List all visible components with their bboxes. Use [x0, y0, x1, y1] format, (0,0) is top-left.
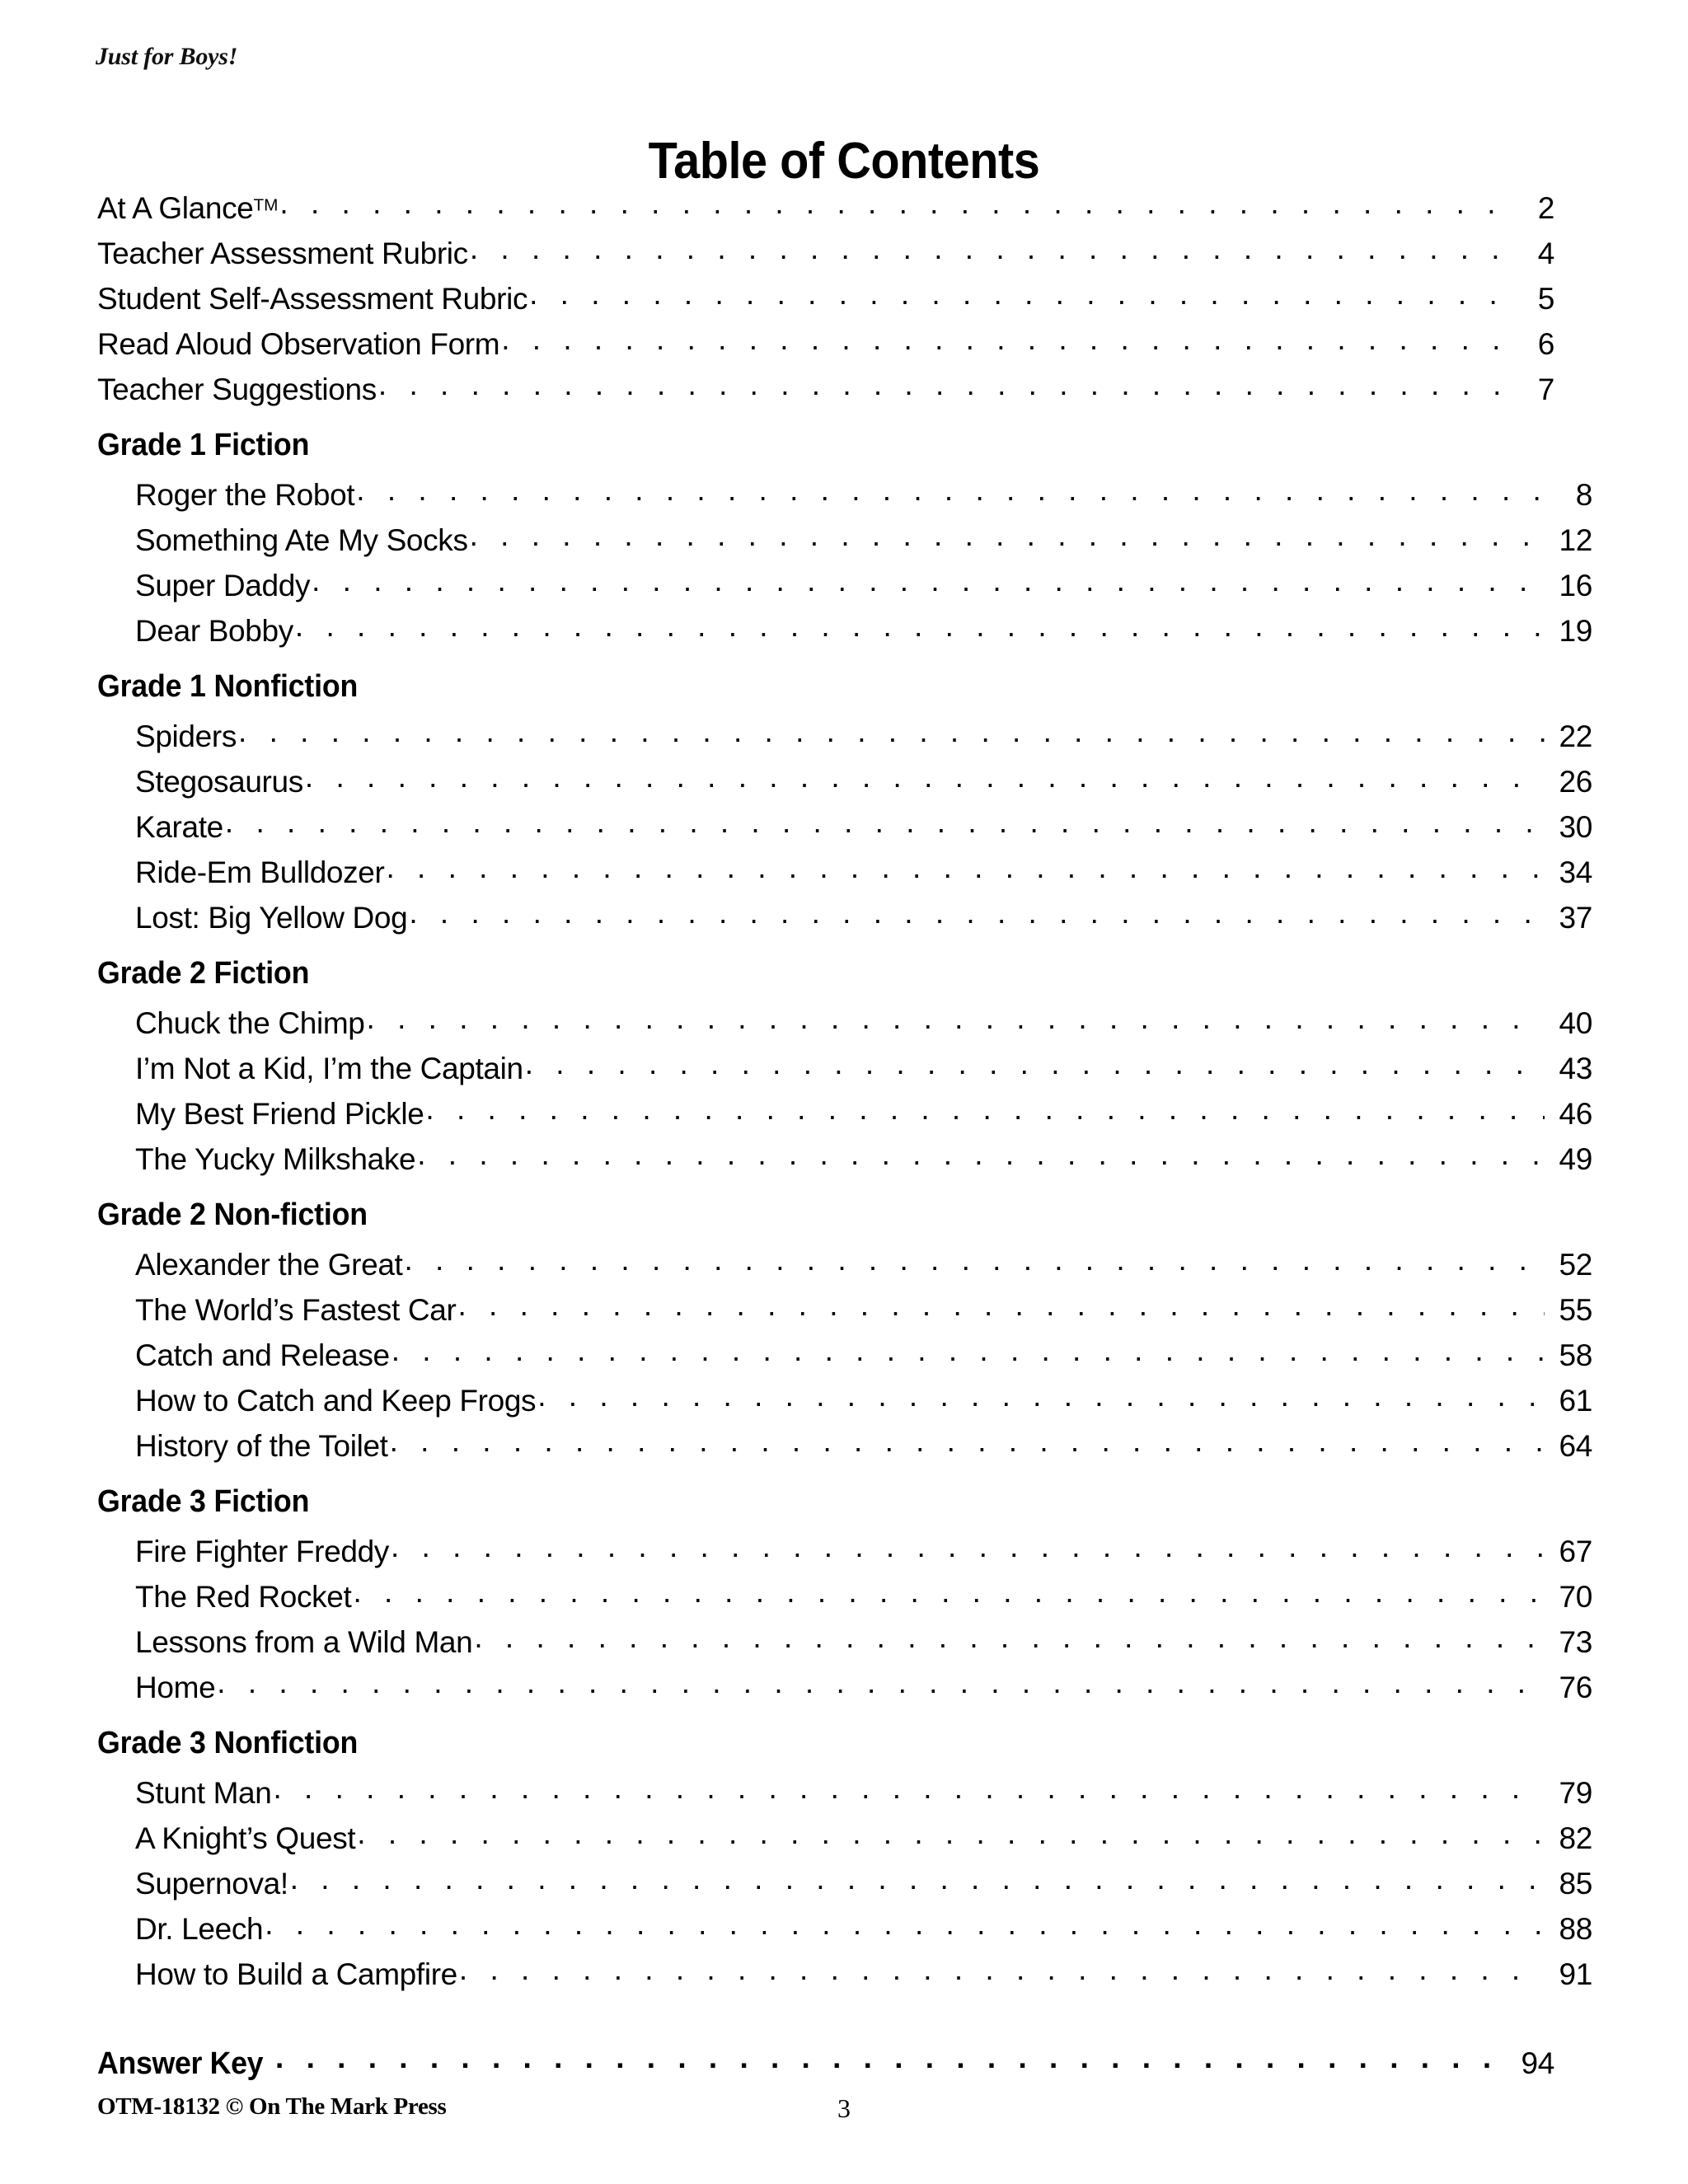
toc-entry-row[interactable]: [97, 1048, 1592, 1094]
dot-leader: [357, 1818, 1545, 1849]
toc-entry-row[interactable]: [97, 1139, 1592, 1184]
toc-entry-label: Roger the Robot: [135, 478, 355, 512]
toc-entry-label: Student Self-Assessment Rubric: [97, 282, 528, 316]
toc-entry-label: The Yucky Milkshake: [135, 1142, 416, 1176]
toc-entry-row[interactable]: [97, 1863, 1592, 1909]
toc-entry-row[interactable]: [97, 1577, 1592, 1622]
toc-entry-page: 2: [1537, 191, 1554, 225]
toc-entry-row[interactable]: [97, 1773, 1592, 1818]
toc-entry-row[interactable]: [97, 1335, 1592, 1380]
toc-entry-page: 22: [1559, 719, 1592, 753]
toc-entry-page: 55: [1559, 1293, 1592, 1327]
dot-leader: [425, 1094, 1545, 1124]
toc-entry-row[interactable]: [97, 898, 1592, 943]
footer-imprint: OTM-18132 © On The Mark Press: [97, 2093, 447, 2120]
dot-leader: [529, 279, 1507, 309]
toc-entry-label: At A Glance™: [97, 191, 279, 225]
toc-entry-page: 85: [1559, 1867, 1592, 1900]
toc-entry-row[interactable]: [97, 1909, 1592, 1954]
toc-answer-key-row[interactable]: [97, 2042, 1554, 2088]
toc-entry-page: 76: [1559, 1671, 1592, 1704]
toc-entry-label: Lost: Big Yellow Dog: [135, 901, 408, 935]
toc-section-heading-label: Grade 1 Nonfiction: [97, 669, 359, 704]
toc-entry-label: Something Ate My Socks: [135, 523, 468, 557]
toc-entry-label: Teacher Suggestions: [97, 373, 377, 406]
toc-entry-row[interactable]: [97, 1290, 1592, 1335]
toc-entry-label: Home: [135, 1671, 216, 1704]
toc-entry-label: The Red Rocket: [135, 1580, 352, 1614]
toc-entry-page: 70: [1559, 1580, 1592, 1614]
toc-entry-label: Stegosaurus: [135, 765, 303, 799]
toc-entry-label: Lessons from a Wild Man: [135, 1625, 473, 1659]
toc-entry-page: 67: [1559, 1535, 1592, 1568]
toc-entry-row[interactable]: [97, 1094, 1592, 1139]
toc-entry-page: 73: [1559, 1625, 1592, 1659]
toc-entry-row[interactable]: [97, 611, 1592, 656]
toc-entry-row[interactable]: [97, 852, 1592, 898]
dot-leader: [417, 1139, 1545, 1169]
toc-front-matter-row[interactable]: [97, 233, 1554, 279]
toc-entry-label: Dr. Leech: [135, 1912, 264, 1946]
dot-leader: [470, 233, 1507, 264]
toc-front-matter-row[interactable]: [97, 279, 1554, 324]
dot-leader: [353, 1577, 1545, 1607]
toc-front-matter-row[interactable]: [97, 188, 1554, 233]
toc-entry-row[interactable]: [97, 565, 1592, 611]
dot-leader: [305, 762, 1545, 792]
toc-entry-page: 82: [1559, 1821, 1592, 1855]
dot-leader: [265, 1909, 1545, 1939]
toc-entry-label: Answer Key: [97, 2046, 264, 2081]
dot-leader: [225, 807, 1545, 837]
toc-front-matter-row[interactable]: [97, 324, 1554, 369]
toc-entry-row[interactable]: [97, 1003, 1592, 1048]
dot-leader: [392, 1335, 1545, 1366]
toc-entry-label: How to Catch and Keep Frogs: [135, 1384, 537, 1418]
toc-entry-row[interactable]: [97, 520, 1592, 565]
toc-entry-page: 43: [1559, 1052, 1592, 1085]
page-title: Table of Contents: [648, 132, 1040, 190]
toc-entry-label: I’m Not a Kid, I’m the Captain: [135, 1052, 523, 1085]
toc-entry-page: 6: [1537, 327, 1554, 361]
toc-entry-page: 79: [1559, 1776, 1592, 1810]
dot-leader: [391, 1531, 1545, 1562]
toc-entry-row[interactable]: [97, 1380, 1592, 1426]
toc-section-heading-label: Grade 3 Nonfiction: [97, 1726, 359, 1760]
toc-entry-page: 94: [1521, 2046, 1554, 2080]
toc-entry-label: How to Build a Campfire: [135, 1957, 457, 1991]
toc-front-matter-row[interactable]: [97, 369, 1554, 415]
toc-entry-label: My Best Friend Pickle: [135, 1097, 424, 1131]
toc-entry-label: Supernova!: [135, 1867, 288, 1900]
dot-leader: [525, 1048, 1545, 1079]
toc-section-heading: [97, 429, 1554, 475]
table-of-contents: [97, 188, 1592, 2088]
toc-entry-page: 16: [1559, 569, 1592, 602]
toc-entry-row[interactable]: [97, 762, 1592, 807]
toc-entry-page: 88: [1559, 1912, 1592, 1946]
toc-entry-label: Fire Fighter Freddy: [135, 1535, 389, 1568]
toc-entry-row[interactable]: [97, 807, 1592, 852]
toc-section-heading: [97, 1727, 1554, 1773]
answer-key-spacer: [97, 1999, 1554, 2042]
toc-section-heading: [97, 958, 1554, 1003]
toc-entry-row[interactable]: [97, 716, 1592, 762]
trademark-icon: TM: [253, 195, 279, 215]
toc-entry-label: Stunt Man: [135, 1776, 272, 1810]
dot-leader: [387, 852, 1545, 883]
dot-leader: [295, 611, 1545, 641]
toc-entry-row[interactable]: [97, 475, 1592, 520]
toc-section-heading-label: Grade 1 Fiction: [97, 428, 310, 462]
dot-leader: [274, 1773, 1545, 1803]
dot-leader: [405, 1244, 1545, 1275]
footer-page-number: 3: [837, 2093, 851, 2123]
toc-entry-page: 61: [1559, 1384, 1592, 1418]
dot-leader: [217, 1667, 1545, 1698]
dot-leader: [501, 324, 1507, 354]
toc-entry-page: 64: [1559, 1429, 1592, 1463]
toc-entry-page: 8: [1575, 478, 1592, 512]
toc-entry-page: 58: [1559, 1338, 1592, 1372]
toc-entry-page: 7: [1537, 373, 1554, 406]
toc-entry-page: 26: [1559, 765, 1592, 799]
toc-entry-page: 91: [1559, 1957, 1592, 1991]
toc-entry-page: 5: [1537, 282, 1554, 316]
dot-leader: [459, 1954, 1545, 1985]
dot-leader: [470, 520, 1545, 551]
toc-section-heading-label: Grade 2 Fiction: [97, 956, 310, 991]
toc-entry-page: 19: [1559, 614, 1592, 648]
toc-entry-label: Catch and Release: [135, 1338, 390, 1372]
toc-entry-page: 52: [1559, 1248, 1592, 1282]
toc-entry-label: Teacher Assessment Rubric: [97, 237, 468, 270]
dot-leader: [275, 2042, 1507, 2074]
toc-entry-page: 4: [1537, 237, 1554, 270]
toc-entry-label: Alexander the Great: [135, 1248, 403, 1282]
toc-entry-label: History of the Toilet: [135, 1429, 388, 1463]
toc-entry-row[interactable]: [97, 1531, 1592, 1577]
toc-entry-page: 49: [1559, 1142, 1592, 1176]
dot-leader: [390, 1426, 1545, 1456]
toc-section-heading-label: Grade 3 Fiction: [97, 1484, 310, 1519]
toc-entry-label: The World’s Fastest Car: [135, 1293, 457, 1327]
toc-entry-row[interactable]: [97, 1954, 1592, 1999]
dot-leader: [356, 475, 1545, 505]
toc-entry-page: 46: [1559, 1097, 1592, 1131]
toc-entry-row[interactable]: [97, 1667, 1592, 1713]
dot-leader: [367, 1003, 1545, 1033]
dot-leader: [409, 898, 1545, 928]
toc-entry-row[interactable]: [97, 1244, 1592, 1290]
toc-entry-label: Chuck the Chimp: [135, 1006, 365, 1040]
toc-section-heading: [97, 1486, 1554, 1531]
toc-entry-label: Karate: [135, 810, 223, 844]
toc-entry-row[interactable]: [97, 1818, 1592, 1863]
dot-leader: [457, 1290, 1545, 1320]
toc-section-heading: [97, 671, 1554, 716]
toc-entry-page: 40: [1559, 1006, 1592, 1040]
running-head: Just for Boys!: [96, 43, 238, 70]
toc-entry-page: 34: [1559, 855, 1592, 889]
dot-leader: [238, 716, 1545, 747]
toc-entry-label: A Knight’s Quest: [135, 1821, 356, 1855]
toc-section-heading-label: Grade 2 Non-fiction: [97, 1197, 368, 1232]
toc-section-heading: [97, 1199, 1554, 1244]
toc-entry-label: Read Aloud Observation Form: [97, 327, 500, 361]
dot-leader: [312, 565, 1545, 596]
dot-leader: [279, 188, 1507, 218]
dot-leader: [474, 1622, 1545, 1652]
toc-entry-row[interactable]: [97, 1622, 1592, 1667]
toc-entry-label: Ride-Em Bulldozer: [135, 855, 385, 889]
toc-entry-page: 30: [1559, 810, 1592, 844]
toc-entry-label: Spiders: [135, 719, 237, 753]
toc-entry-label: Super Daddy: [135, 569, 311, 602]
toc-entry-label: Dear Bobby: [135, 614, 293, 648]
dot-leader: [290, 1863, 1545, 1894]
dot-leader: [378, 369, 1507, 400]
toc-entry-row[interactable]: [97, 1426, 1592, 1471]
toc-entry-page: 12: [1559, 523, 1592, 557]
toc-entry-page: 37: [1559, 901, 1592, 935]
dot-leader: [537, 1380, 1545, 1411]
